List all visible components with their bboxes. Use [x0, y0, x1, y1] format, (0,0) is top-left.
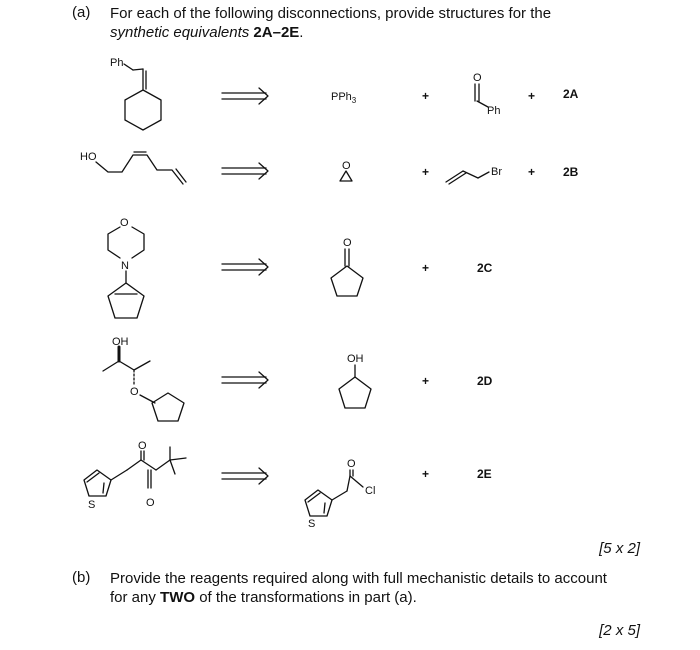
part-a-marks: [5 x 2] [599, 540, 640, 557]
pph3-subscript: 3 [351, 96, 357, 105]
aldehyde-oxygen: O [473, 72, 482, 84]
row-3-target-enamine [108, 217, 144, 318]
row-2-ho-label: HO [80, 151, 97, 163]
part-b-question-line-2 [110, 588, 607, 607]
part-a-question-line-1: For each of the following disconnections, provide structures for the [110, 5, 552, 22]
row-3-retro-arrow [222, 259, 268, 275]
row-1-retro-arrow [222, 88, 268, 104]
row-4-retro-arrow [222, 372, 268, 388]
part-a-label: (a) [72, 4, 91, 21]
part-b-question-line-1: Provide the reagents required along with full mechanistic details to account [110, 570, 607, 587]
equivalent-2C: 2C [477, 261, 493, 275]
part-b-text-post: of the transformations in part (a). [199, 589, 417, 606]
row-2-target-molecule [80, 151, 186, 184]
part-b-label: (b) [72, 569, 91, 586]
equivalents-range: 2A–2E [253, 24, 300, 41]
row-4-reagent-cyclopentanol [339, 353, 371, 408]
row-5-target-diketone [84, 440, 186, 511]
reagent-sulfur: S [308, 518, 316, 530]
row-5-plus: + [422, 467, 430, 481]
cyclopentene-ring [108, 283, 144, 318]
equivalent-2E: 2E [477, 467, 492, 481]
synthetic-equivalents-text: synthetic equivalents [110, 24, 250, 41]
row-3-reagent-cyclopentanone [331, 237, 363, 296]
part-b-two-bold: TWO [160, 589, 196, 606]
row-5-reagent-acid-chloride [305, 458, 375, 530]
row-2-plus-2: + [528, 165, 536, 179]
pph3-label [331, 91, 357, 105]
row-5-retro-arrow [222, 468, 268, 484]
cyclohexane-ring [125, 90, 161, 130]
row-3-plus: + [422, 261, 430, 275]
row-1-plus-2: + [528, 89, 536, 103]
pph3-main: PPh [331, 91, 352, 103]
row-4-target-ether [103, 336, 184, 421]
part-b-marks: [2 x 5] [599, 622, 640, 639]
ketone-oxygen-1: O [138, 440, 147, 452]
bromide-label: Br [491, 166, 502, 178]
target-sulfur: S [88, 499, 96, 511]
epoxide-oxygen: O [342, 160, 351, 172]
row-2-retro-arrow [222, 163, 268, 179]
morpholine-nitrogen: N [121, 260, 129, 272]
ketone-oxygen-2: O [146, 497, 155, 509]
acid-chloride-oxygen: O [347, 458, 356, 470]
part-b-text-pre: for any [110, 589, 156, 606]
row-1-ph-label: Ph [110, 57, 124, 69]
row-1-reagent-pph3 [331, 91, 357, 105]
part-a-period: . [299, 24, 304, 41]
vinyl-bond [133, 69, 143, 70]
row-2-reagent-allyl-bromide [446, 166, 502, 184]
ph-bond [124, 64, 133, 70]
row-1-target-molecule [110, 57, 161, 130]
morpholine-oxygen: O [120, 217, 129, 229]
part-b-question [110, 569, 607, 607]
ketone-oxygen: O [343, 237, 352, 249]
row-2-plus-1: + [422, 165, 430, 179]
tbu-bond [156, 460, 170, 470]
terminal-alkene-bond [176, 169, 186, 182]
row-1-reagent-benzaldehyde [473, 72, 500, 117]
equivalent-2D: 2D [477, 374, 493, 388]
row-4-plus: + [422, 374, 430, 388]
row-4-oh-label: OH [112, 336, 129, 348]
equivalent-2A: 2A [563, 87, 579, 101]
equivalent-2B: 2B [563, 165, 579, 179]
row-2-reagent-epoxide [340, 160, 352, 181]
row-1-plus-1: + [422, 89, 430, 103]
cyclopentyl-ring [152, 393, 184, 421]
chloride-label: Cl [365, 485, 376, 497]
benzaldehyde-ph-label: Ph [487, 105, 501, 117]
ether-oxygen: O [130, 386, 139, 398]
cyclopentanol-oh-label: OH [347, 353, 364, 365]
